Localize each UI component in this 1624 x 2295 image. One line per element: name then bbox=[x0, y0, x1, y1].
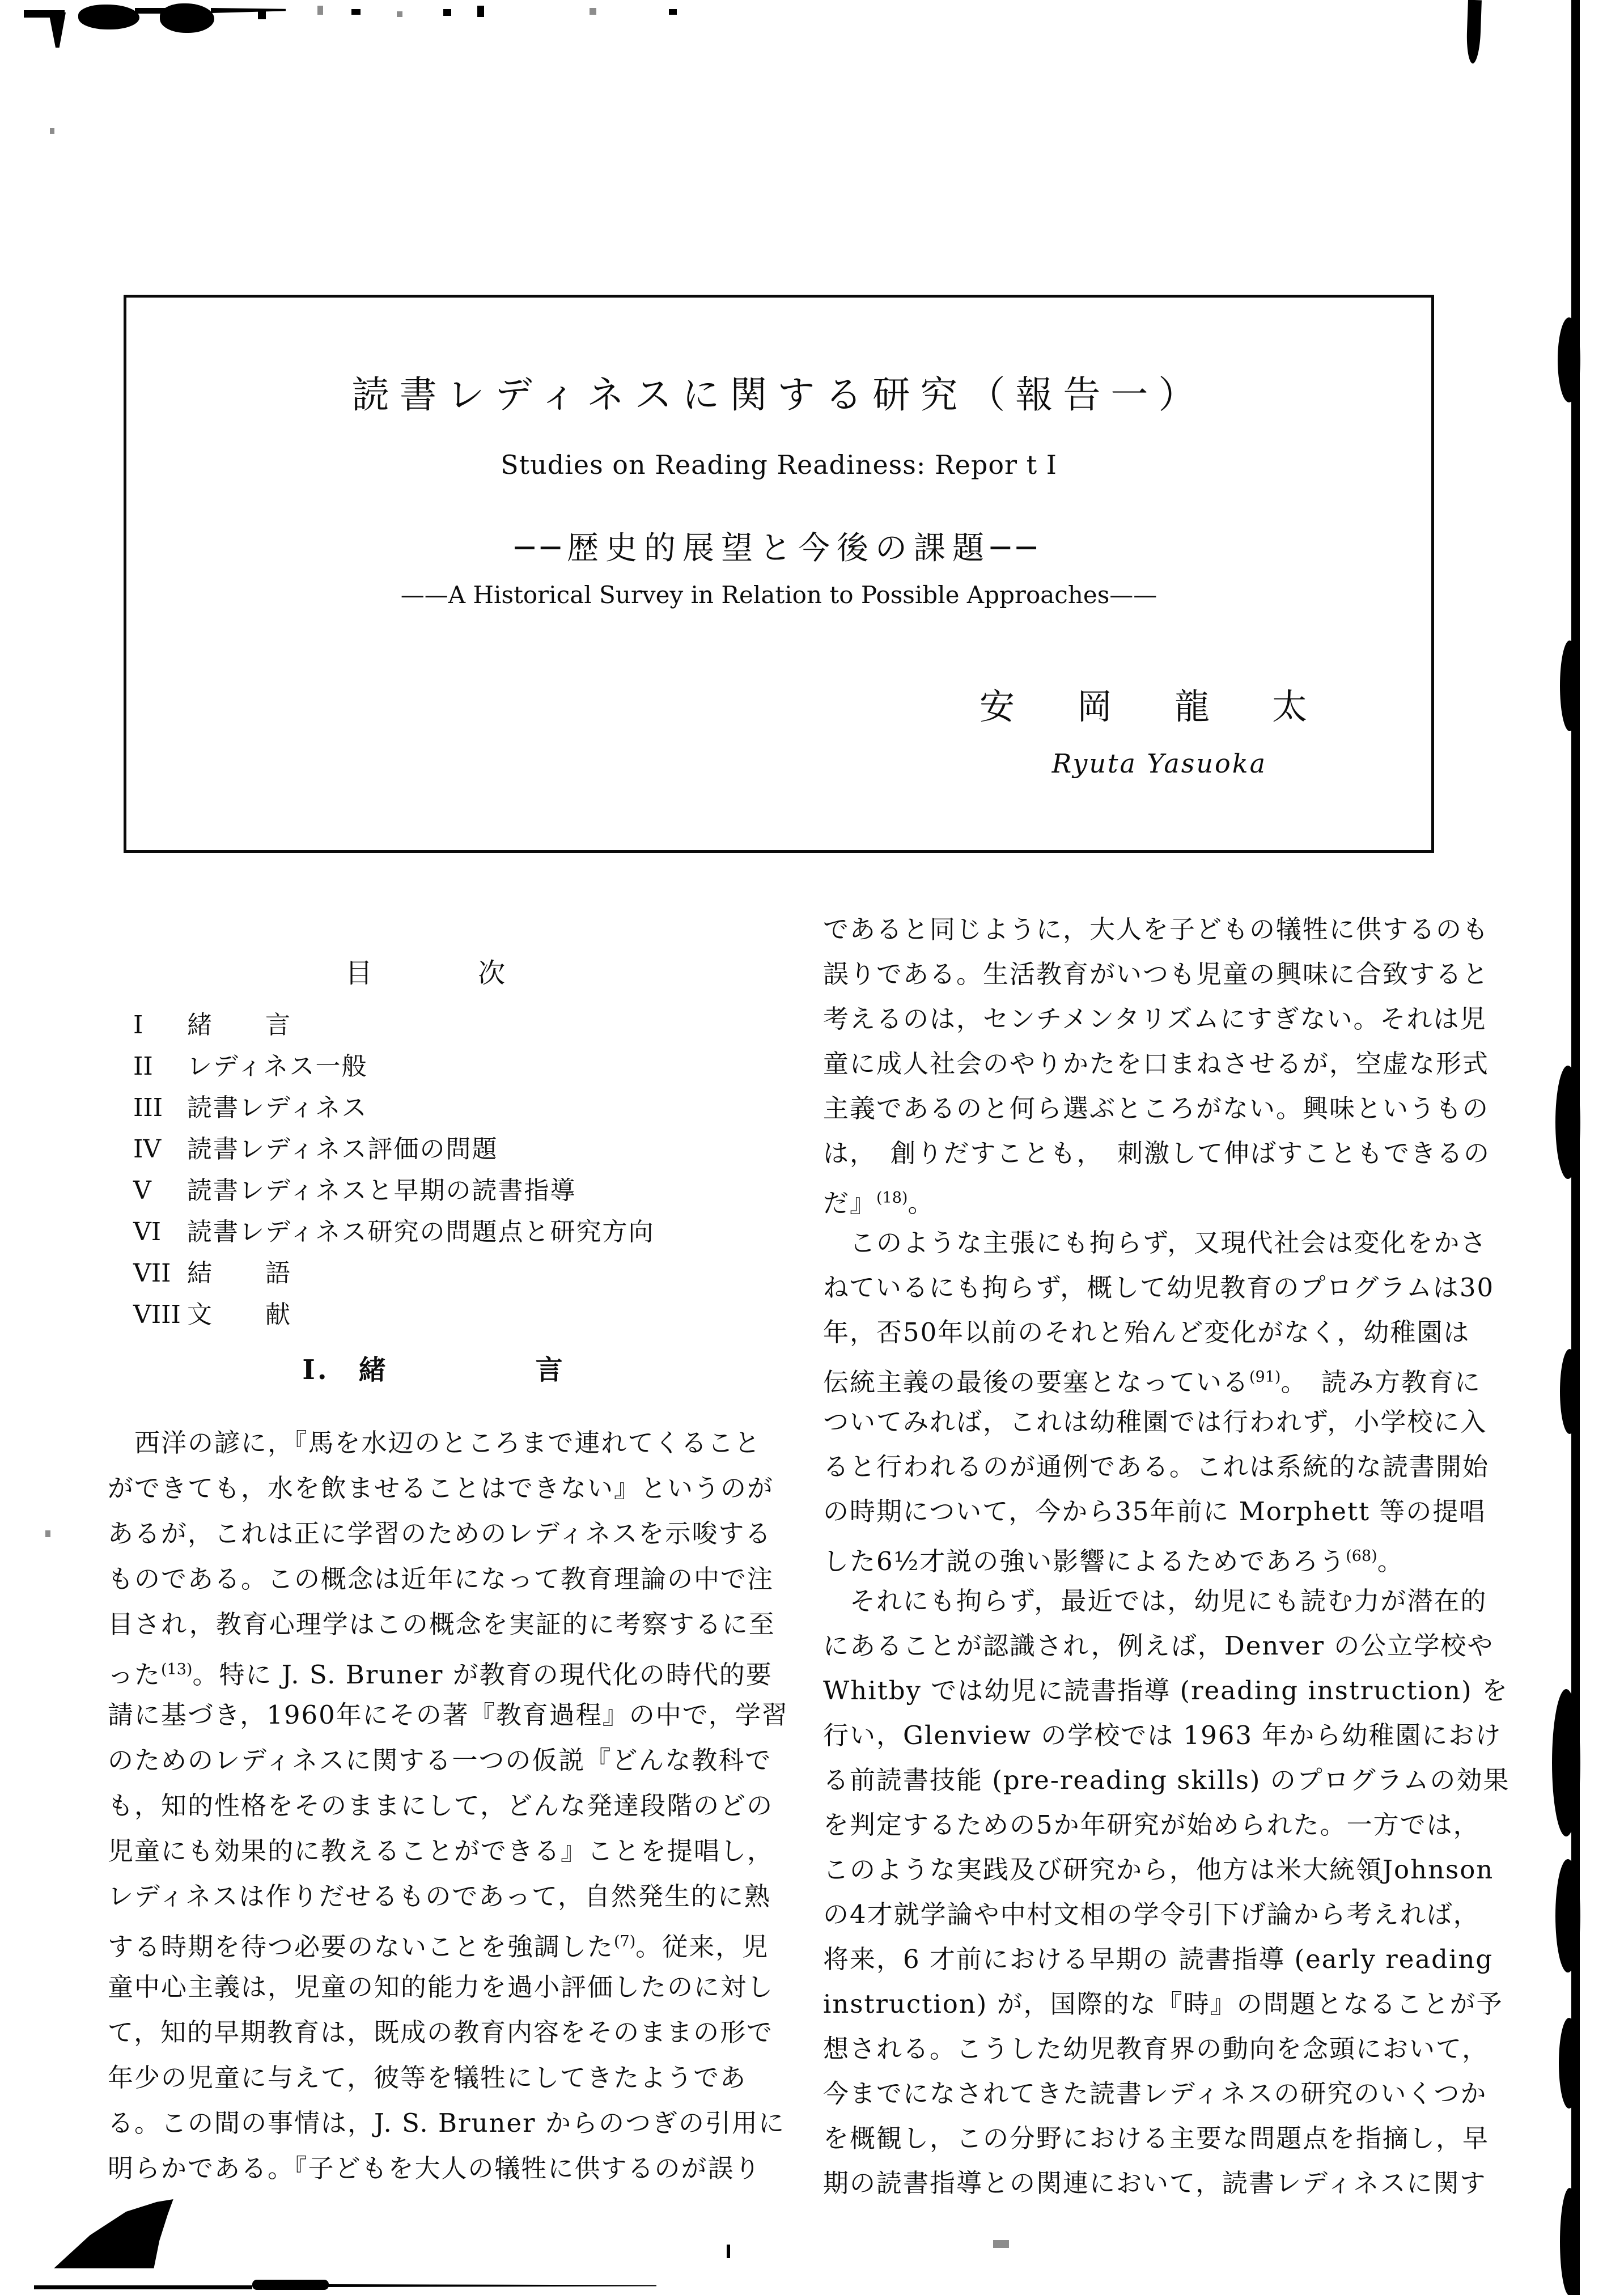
toc-item-label: 緒 言 bbox=[187, 1011, 291, 1040]
scan-speck-4 bbox=[397, 11, 402, 17]
body-text-line: だ』$^{(18)}$。 bbox=[823, 1188, 935, 1218]
body-text-line: する時期を待つ必要のないことを強調した$^{(7)}$。従来，児 bbox=[108, 1932, 769, 1962]
author-name-romanized: Ryuta Yasuoka bbox=[1051, 748, 1267, 779]
body-text-line: 主義であるのと何ら選ぶところがない。興味というもの bbox=[823, 1093, 1490, 1123]
paper-title-english: Studies on Reading Readiness: Repor t I bbox=[501, 449, 1057, 480]
body-text-line: 西洋の諺に，『馬を水辺のところまで連れてくること bbox=[108, 1428, 761, 1458]
scan-binding-blob-3 bbox=[1555, 1066, 1580, 1179]
toc-item-label: 文 献 bbox=[187, 1300, 291, 1329]
scan-speck-2 bbox=[317, 6, 323, 15]
scan-speck-11 bbox=[727, 2245, 730, 2258]
toc-item-label: 結 語 bbox=[187, 1259, 291, 1288]
body-text-line: ついてみれば，これは幼稚園では行われず，小学校に入 bbox=[823, 1407, 1487, 1437]
body-text-line: 行い，Glenview の学校では 1963 年から幼稚園におけ bbox=[823, 1720, 1502, 1750]
toc-item bbox=[108, 1004, 760, 1046]
scan-streak-bottom-1 bbox=[34, 2285, 252, 2289]
toc-item-numeral: I bbox=[133, 1011, 143, 1040]
scan-smudge-bottom-wedge bbox=[54, 2199, 193, 2268]
scan-smudge-top-6 bbox=[211, 8, 286, 13]
toc-item-label: 読書レディネス評価の問題 bbox=[187, 1135, 498, 1164]
body-text-line: であると同じように，大人を子どもの犠牲に供するのも bbox=[823, 914, 1490, 944]
toc-item-numeral: VII bbox=[133, 1259, 171, 1288]
body-text-line: を判定するための5か年研究が始められた。一方では， bbox=[823, 1810, 1480, 1840]
body-text-line: このような実践及び研究から，他方は米大統領Johnson bbox=[823, 1855, 1494, 1885]
body-text-line: の時期について，今から35年前に Morphett 等の提唱 bbox=[823, 1496, 1486, 1526]
toc-item bbox=[108, 1046, 760, 1087]
toc-item-numeral: VI bbox=[133, 1218, 162, 1246]
body-text-line: instruction) が，国際的な『時』の問題となることが予 bbox=[823, 1989, 1503, 2019]
body-text-line: る。この間の事情は，J. S. Bruner からのつぎの引用に bbox=[108, 2108, 785, 2138]
body-text-line: した6½才説の強い影響によるためであろう$^{(68)}$。 bbox=[823, 1546, 1404, 1576]
body-text-line: 期の読書指導との関連において，読書レディネスに関す bbox=[823, 2168, 1487, 2198]
scan-speck-8 bbox=[669, 9, 677, 15]
paper-title-japanese: 読書レディネスに関する研究（報告一） bbox=[351, 373, 1206, 417]
body-text-line: て，知的早期教育は，既成の教育内容をそのままの形で bbox=[108, 2017, 774, 2047]
body-text-line: Whitby では幼児に読書指導 (reading instruction) を bbox=[823, 1675, 1509, 1706]
body-text-line: 年少の児童に与えて，彼等を犠牲にしてきたようであ bbox=[108, 2063, 747, 2093]
scan-streak-bottom-2 bbox=[252, 2280, 329, 2290]
author-name-japanese: 安 岡 龍 太 bbox=[979, 686, 1321, 727]
scan-speck-1 bbox=[258, 10, 266, 19]
scan-speck-9 bbox=[50, 128, 54, 134]
scan-streak-bottom-3 bbox=[328, 2284, 656, 2287]
body-text-line: このような主張にも拘らず，又現代社会は変化をかさ bbox=[823, 1228, 1487, 1258]
body-text-line: 伝統主義の最後の要塞となっている$^{(91)}$。 読み方教育に bbox=[823, 1367, 1481, 1397]
toc-item-numeral: III bbox=[133, 1093, 163, 1122]
toc-item bbox=[108, 1129, 760, 1170]
body-text-line: ねているにも拘らず，概して幼児教育のプログラムは30 bbox=[823, 1272, 1495, 1303]
body-text-line: レディネスは作りだせるものであって，自然発生的に熟 bbox=[108, 1881, 771, 1911]
body-text-line: 児童にも効果的に教えることができる』ことを提唱し， bbox=[108, 1836, 774, 1866]
toc-item-label: 読書レディネスと早期の読書指導 bbox=[187, 1176, 576, 1205]
body-text-line: 童に成人社会のやりかたを口まねさせるが，空虚な形式 bbox=[823, 1049, 1490, 1079]
body-text-line: を概観し，この分野における主要な問題点を指摘し，早 bbox=[823, 2123, 1490, 2153]
toc-item bbox=[108, 1211, 760, 1253]
scan-binding-blob-1 bbox=[1558, 317, 1580, 402]
body-text-line: ると行われるのが通例である。これは系統的な読書開始 bbox=[823, 1452, 1490, 1482]
body-text-line: 目され，教育心理学はこの概念を実証的に考察するに至 bbox=[108, 1609, 775, 1639]
scan-speck-6 bbox=[477, 6, 484, 17]
scan-speck-7 bbox=[590, 8, 596, 15]
body-column-right bbox=[823, 907, 1510, 2205]
scan-binding-blob-2 bbox=[1560, 640, 1579, 731]
toc-item-numeral: II bbox=[133, 1052, 153, 1081]
toc-list bbox=[108, 1004, 760, 1335]
toc-item bbox=[108, 1170, 760, 1211]
scan-speck-12 bbox=[993, 2240, 1009, 2248]
body-text-line: 考えるのは，センチメンタリズムにすぎない。それは児 bbox=[823, 1004, 1487, 1034]
body-column-left bbox=[108, 1420, 788, 2191]
scan-stroke-top-right bbox=[1466, 0, 1482, 63]
scan-binding-blob-5 bbox=[1552, 1689, 1580, 1836]
toc-item-numeral: IV bbox=[133, 1135, 162, 1164]
scan-speck-10 bbox=[45, 1530, 50, 1537]
toc-heading: 目 次 bbox=[345, 957, 522, 989]
title-box bbox=[124, 295, 1434, 853]
body-text-line: にあることが認識され，例えば，Denver の公立学校や bbox=[823, 1631, 1494, 1661]
toc-item bbox=[108, 1253, 760, 1294]
toc-item bbox=[108, 1294, 760, 1335]
section-heading-introduction: I. 緒 言 bbox=[302, 1354, 565, 1386]
body-text-line: それにも拘らず，最近では，幼児にも読む力が潜在的 bbox=[823, 1586, 1487, 1616]
scan-smudge-top-3 bbox=[78, 5, 139, 29]
paper-subtitle-japanese: ──歴史的展望と今後の課題── bbox=[515, 530, 1043, 567]
toc-item-label: レディネス一般 bbox=[187, 1052, 368, 1081]
scan-binding-blob-6 bbox=[1555, 1859, 1580, 1972]
body-text-line: の4才就学論や中村文相の学令引下げ論から考えれば， bbox=[823, 1899, 1480, 1929]
body-text-line: る前読書技能 (pre-reading skills) のプログラムの効果 bbox=[823, 1765, 1510, 1795]
body-text-line: のためのレディネスに関する一つの仮説『どんな教科で bbox=[108, 1745, 772, 1775]
scan-binding-blob-8 bbox=[1560, 2188, 1579, 2295]
paper-subtitle-english: ——A Historical Survey in Relation to Possible Approaches—— bbox=[400, 581, 1157, 609]
scan-smudge-top-2 bbox=[49, 12, 66, 48]
body-text-line: は， 創りだすことも， 刺激して伸ばすこともできるの bbox=[823, 1138, 1491, 1168]
body-text-line: ができても，水を飲ませることはできない』というのが bbox=[108, 1473, 774, 1503]
toc-item-numeral: VIII bbox=[133, 1300, 181, 1329]
body-text-line: 将来，6 才前における早期の 読書指導 (early reading bbox=[823, 1944, 1494, 1974]
body-text-line: も，知的性格をそのままにして，どんな発達段階のどの bbox=[108, 1791, 774, 1821]
body-text-line: 想される。こうした幼児教育界の動向を念頭において， bbox=[823, 2034, 1489, 2064]
toc-item-numeral: V bbox=[133, 1176, 151, 1205]
toc-item bbox=[108, 1087, 760, 1129]
body-text-line: 請に基づき，1960年にその著『教育過程』の中で，学習 bbox=[108, 1700, 788, 1730]
toc-item-label: 読書レディネス研究の問題点と研究方向 bbox=[187, 1218, 655, 1246]
scan-binding-blob-4 bbox=[1560, 1349, 1579, 1434]
scan-smudge-top-5 bbox=[160, 3, 214, 33]
body-text-line: 今までになされてきた読書レディネスの研究のいくつか bbox=[823, 2078, 1487, 2109]
scan-binding-blob-7 bbox=[1559, 2018, 1579, 2109]
body-text-line: 明らかである。『子どもを大人の犠牲に供するのが誤り bbox=[108, 2153, 761, 2183]
scan-speck-5 bbox=[443, 9, 451, 16]
body-text-line: 童中心主義は，児童の知的能力を過小評価したのに対し bbox=[108, 1972, 774, 2002]
toc-item-label: 読書レディネス bbox=[187, 1093, 368, 1122]
body-text-line: 誤りである。生活教育がいつも児童の興味に合致すると bbox=[823, 959, 1490, 989]
body-text-line: あるが，これは正に学習のためのレディネスを示唆する bbox=[108, 1518, 772, 1549]
body-text-line: ものである。この概念は近年になって教育理論の中で注 bbox=[108, 1564, 774, 1594]
body-text-line: った$^{(13)}$。特に J. S. Bruner が教育の現代化の時代的要 bbox=[108, 1660, 773, 1690]
scan-speck-3 bbox=[351, 9, 361, 15]
body-text-line: 年，否50年以前のそれと殆んど変化がなく，幼稚園は bbox=[823, 1317, 1470, 1347]
